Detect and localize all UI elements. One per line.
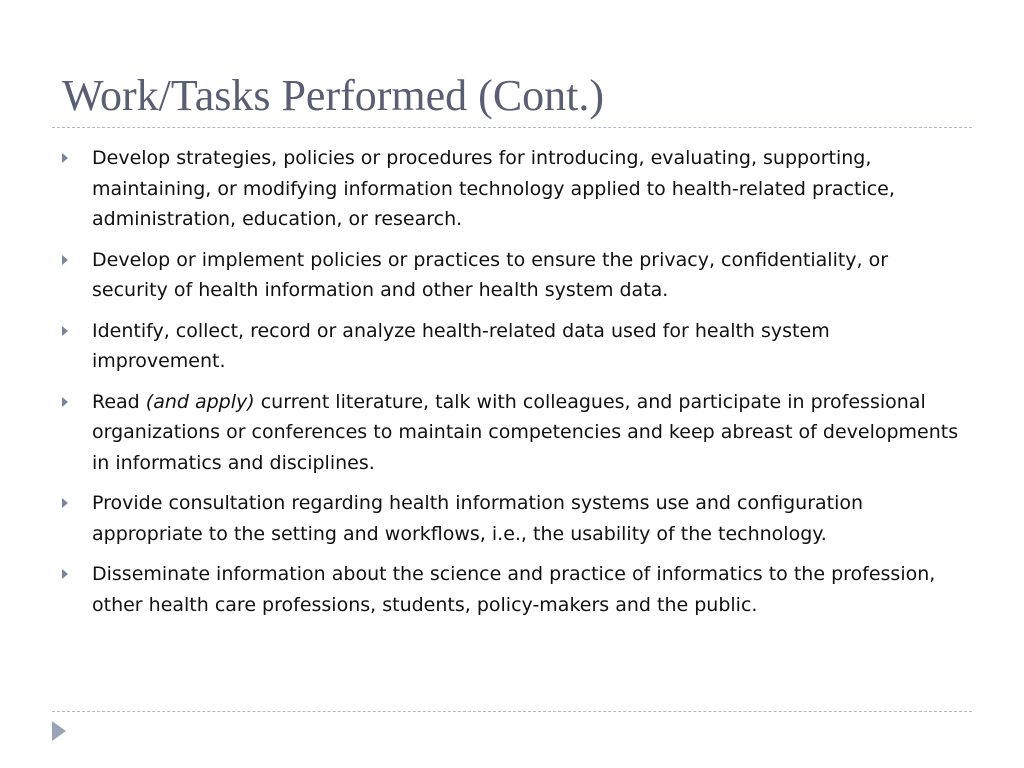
bullet-item (62, 387, 962, 479)
triangle-right-icon (62, 569, 68, 579)
bullet-text: Provide consultation regarding health information systems use and configuration appropriate to the setting and workflows, i.e., the usability of the technology. (92, 492, 864, 545)
bullet-item (62, 488, 962, 549)
title-divider (52, 127, 972, 128)
bullet-text (92, 391, 958, 474)
slide-title: Work/Tasks Performed (Cont.) (62, 71, 605, 120)
footer-divider (52, 711, 972, 712)
bullet-text-end: current literature, talk with colleagues, and participate in professional organizations or conferences to maintain competencies and keep abreast of developments in informatics and disciplines. (92, 390, 959, 474)
play-arrow-icon[interactable] (52, 721, 66, 741)
bullet-item (62, 245, 962, 306)
triangle-right-icon (62, 498, 68, 508)
bullet-text: Identify, collect, record or analyze health-related data used for health system improvement. (92, 319, 830, 372)
bullet-item (62, 559, 962, 620)
bullet-text-start: Read (92, 390, 146, 413)
bullet-list (62, 143, 962, 630)
bullet-text-italic: (and apply) (145, 390, 255, 413)
bullet-item (62, 143, 962, 235)
triangle-right-icon (62, 255, 68, 265)
triangle-right-icon (62, 326, 68, 336)
bullet-item (62, 316, 962, 377)
bullet-text: Disseminate information about the science and practice of informatics to the profession, other health care professions, students, policy-makers and the public. (92, 563, 936, 616)
triangle-right-icon (62, 397, 68, 407)
bullet-text: Develop or implement policies or practices to ensure the privacy, confidentiality, or security of health information and other health system data. (92, 248, 889, 301)
triangle-right-icon (62, 153, 68, 163)
bullet-text: Develop strategies, policies or procedures for introducing, evaluating, supporting, maintaining, or modifying information technology applied to health-related practice, administration, education, or research. (92, 147, 895, 230)
